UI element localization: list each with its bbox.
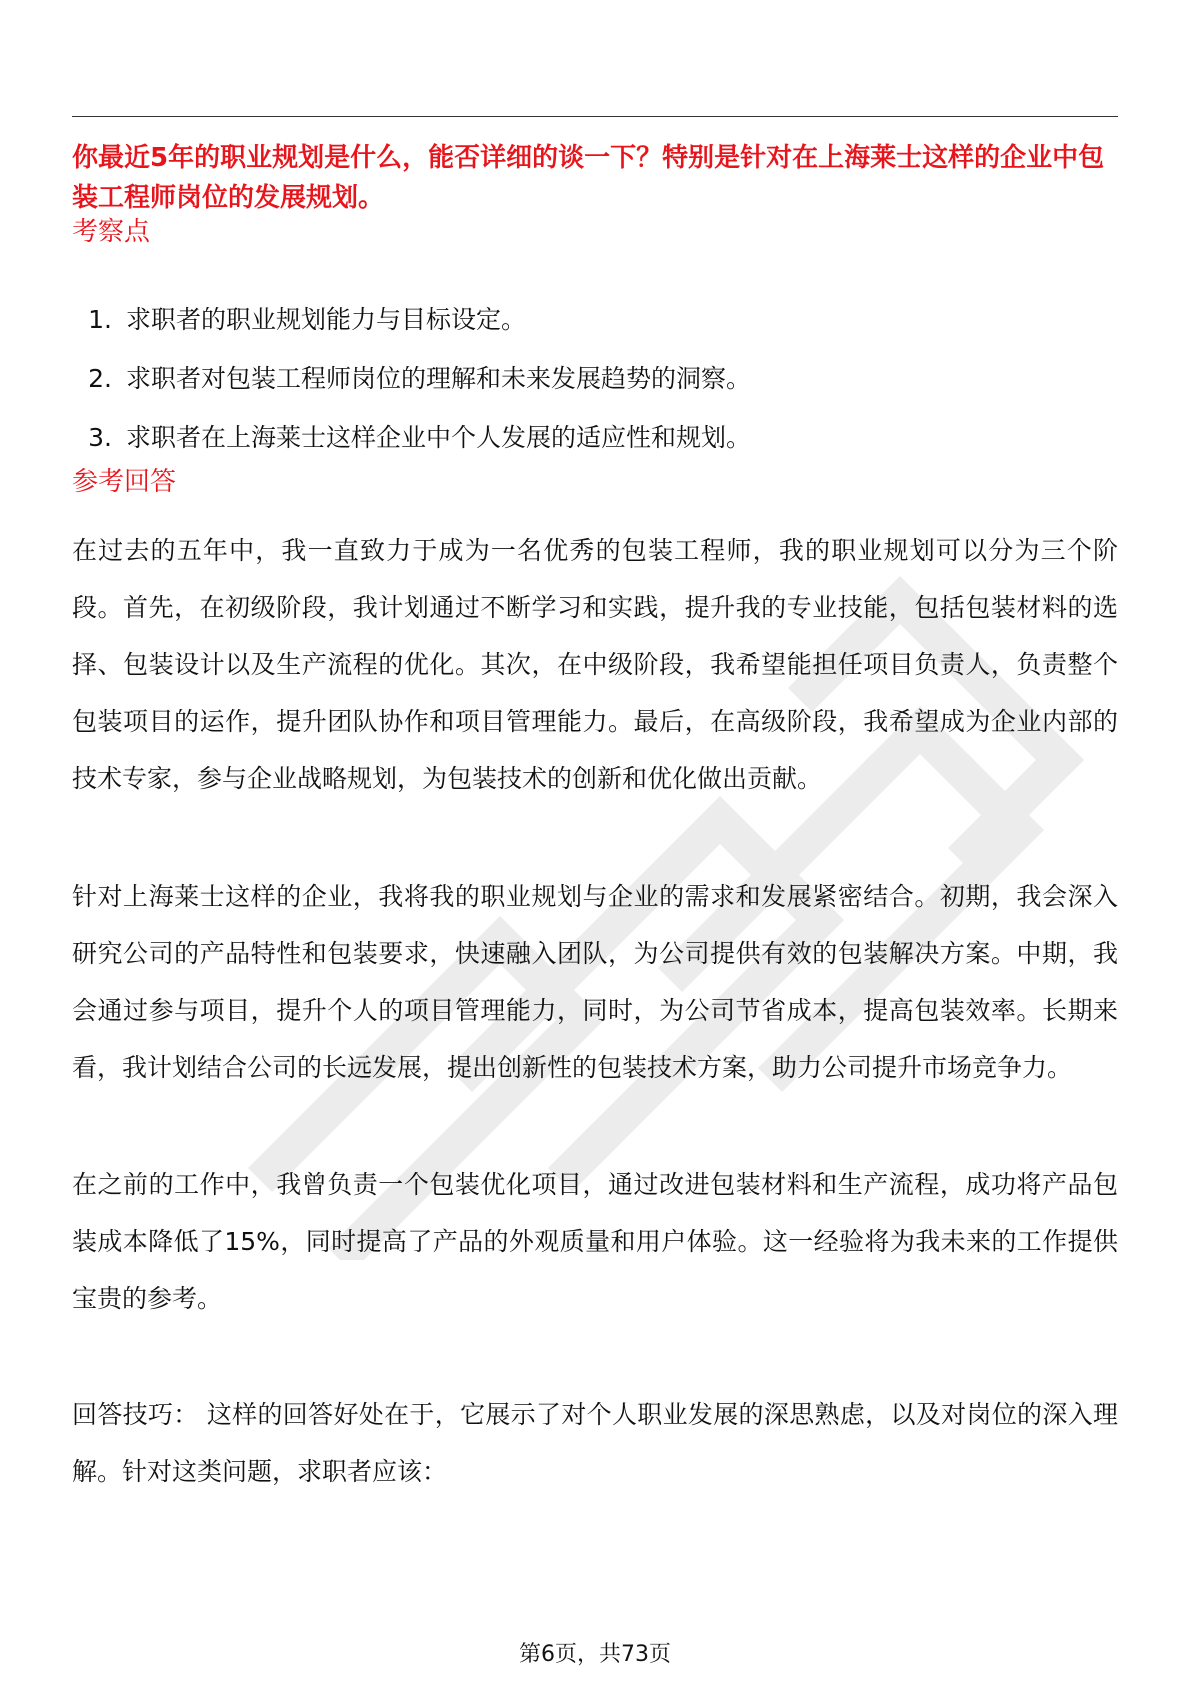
list-item-number: 3.	[88, 423, 112, 452]
points-list	[72, 302, 1118, 479]
list-item-text: 求职者对包装工程师岗位的理解和未来发展趋势的洞察。	[126, 364, 752, 393]
top-rule	[72, 116, 1118, 117]
list-item	[72, 302, 1118, 361]
answer-paragraph: 针对上海莱士这样的企业，我将我的职业规划与企业的需求和发展紧密结合。初期，我会深入研究公司的产品特性和包装要求，快速融入团队，为公司提供有效的包装解决方案。中期，我会通过参与项目，提升个人的项目管理能力，同时，为公司节省成本，提高包装效率。长期来看，我计划结合公司的长远发展，提出创新性的包装技术方案，助力公司提升市场竞争力。	[72, 882, 1118, 1082]
answer-paragraph: 在之前的工作中，我曾负责一个包装优化项目，通过改进包装材料和生产流程，成功将产品包装成本降低了15%，同时提高了产品的外观质量和用户体验。这一经验将为我未来的工作提供宝贵的参考。	[72, 1170, 1118, 1313]
answer-tips-paragraph: 回答技巧： 这样的回答好处在于，它展示了对个人职业发展的深思熟虑，以及对岗位的深入理解。针对这类问题，求职者应该：	[72, 1400, 1118, 1486]
question-heading: 你最近5年的职业规划是什么，能否详细的谈一下？特别是针对在上海莱士这样的企业中包装工程师岗位的发展规划。	[72, 143, 1105, 213]
list-item-text: 求职者的职业规划能力与目标设定。	[126, 305, 527, 334]
answer-heading: 参考回答	[72, 467, 177, 497]
list-item-text: 求职者在上海莱士这样企业中个人发展的适应性和规划。	[126, 423, 752, 452]
list-item	[72, 420, 1118, 479]
list-item-number: 1.	[88, 305, 112, 334]
answer-paragraph: 在过去的五年中，我一直致力于成为一名优秀的包装工程师，我的职业规划可以分为三个阶段。首先，在初级阶段，我计划通过不断学习和实践，提升我的专业技能，包括包装材料的选择、包装设计以及生产流程的优化。其次，在中级阶段，我希望能担任项目负责人，负责整个包装项目的运作，提升团队协作和项目管理能力。最后，在高级阶段，我希望成为企业内部的技术专家，参与企业战略规划，为包装技术的创新和优化做出贡献。	[72, 536, 1118, 793]
list-item	[72, 361, 1118, 420]
list-item-number: 2.	[88, 364, 112, 393]
points-heading: 考察点	[72, 217, 151, 247]
page-number: 第6页，共73页	[519, 1642, 671, 1667]
